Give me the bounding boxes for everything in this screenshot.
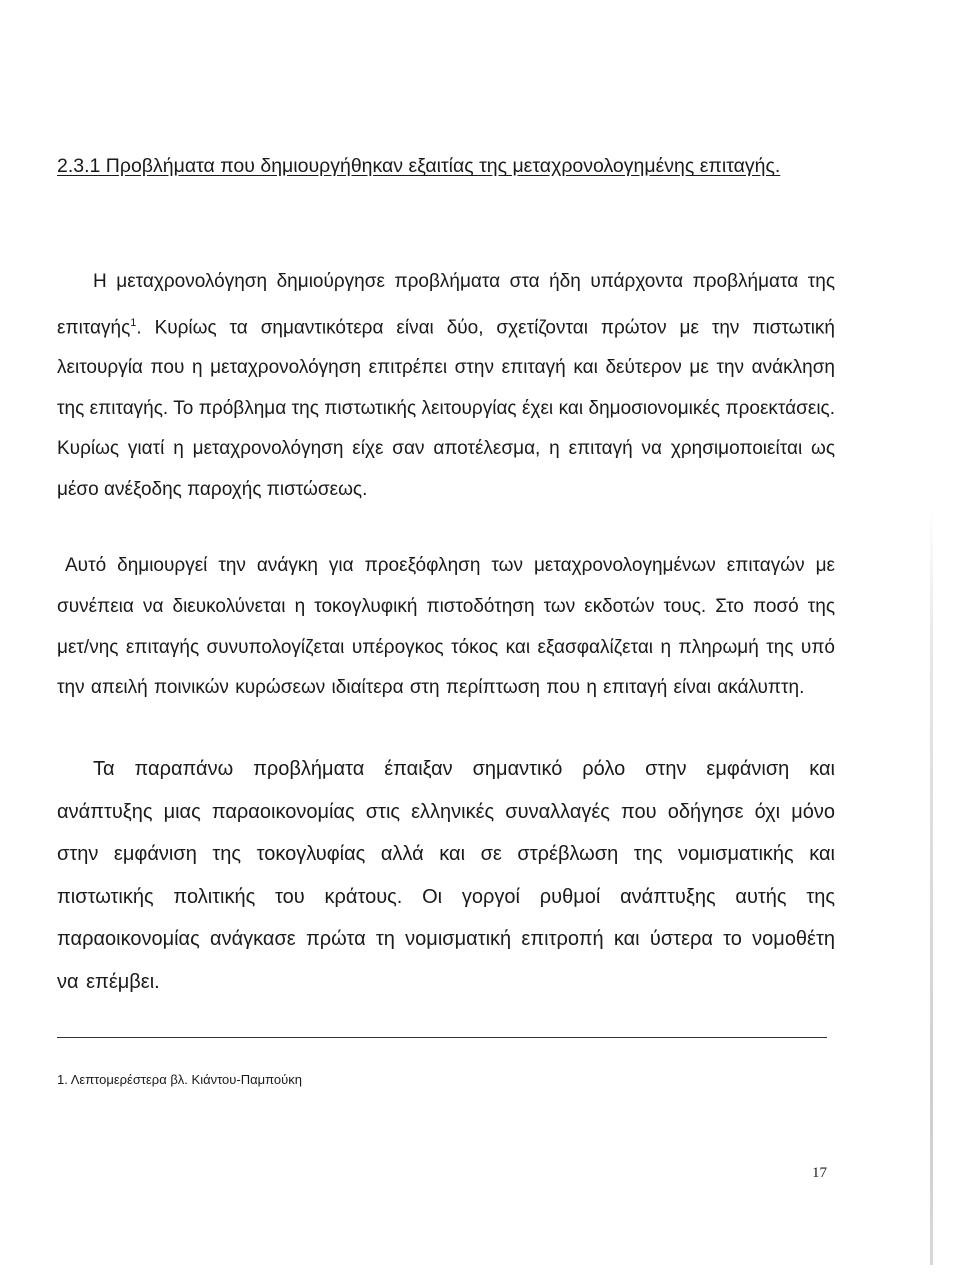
- footnote-reference: 1: [130, 316, 137, 329]
- section-heading: 2.3.1 Προβλήματα που δημιουργήθηκαν εξαιτίας της μεταχρονολογημένης επιταγής.: [57, 155, 781, 177]
- footnote-divider: [57, 1037, 827, 1038]
- page-number: 17: [812, 1165, 827, 1181]
- paragraph-1-text-b: . Κυρίως τα σημαντικότερα είναι δύο, σχετίζονται πρώτον με την πιστωτική λειτουργία που η μεταχρονολόγηση επιτρέπει στην επιταγή και δεύτερον με την ανάκληση της επιταγής. Το πρόβλημα της πιστωτικής λειτουργίας έχει και δημοσιονομικές προεκτάσεις. Κυρίως γιατί η μεταχρονολόγηση είχε σαν αποτέλεσμα, η επιταγή να χρησιμοποιείται ως μέσο ανέξοδης παροχής πιστώσεως.: [57, 316, 835, 500]
- paragraph-2: [57, 546, 835, 709]
- scan-edge-shadow: [930, 505, 933, 1265]
- footnote: 1. Λεπτομερέστερα βλ. Κιάντου-Παμπούκη: [57, 1072, 302, 1087]
- paragraph-1-text-a: Η μεταχρονολόγηση δημιούργησε προβλήματα στα ήδη υπάρχοντα προβλήματα της επιταγής: [57, 271, 835, 338]
- paragraph-3-text: Τα παραπάνω προβλήματα έπαιξαν σημαντικό ρόλο στην εμφάνιση και ανάπτυξης μιας παραοικονομίας στις ελληνικές συναλλαγές που οδήγησε όχι μόνο στην εμφάνιση της τοκογλυφίας αλλά και σε στρέβλωση της νομισματικής και πιστωτικής πολιτικής του κράτους. Οι γοργοί ρυθμοί ανάπτυξης αυτής της παραοικονομίας ανάγκασε πρώτα τη νομισματική επιτροπή και ύστερα το νομοθέτη να επέμβει.: [57, 758, 835, 993]
- paragraph-3: [57, 748, 835, 1003]
- paragraph-1: [57, 262, 835, 510]
- paragraph-2-text: Αυτό δημιουργεί την ανάγκη για προεξόφληση των μεταχρονολογημένων επιταγών με συνέπεια να διευκολύνεται η τοκογλυφική πιστοδότηση των εκδοτών τους. Στο ποσό της μετ/νης επιταγής συνυπολογίζεται υπέρογκος τόκος και εξασφαλίζεται η πληρωμή της υπό την απειλή ποινικών κυρώσεων ιδιαίτερα στη περίπτωση που η επιταγή είναι ακάλυπτη.: [57, 555, 835, 699]
